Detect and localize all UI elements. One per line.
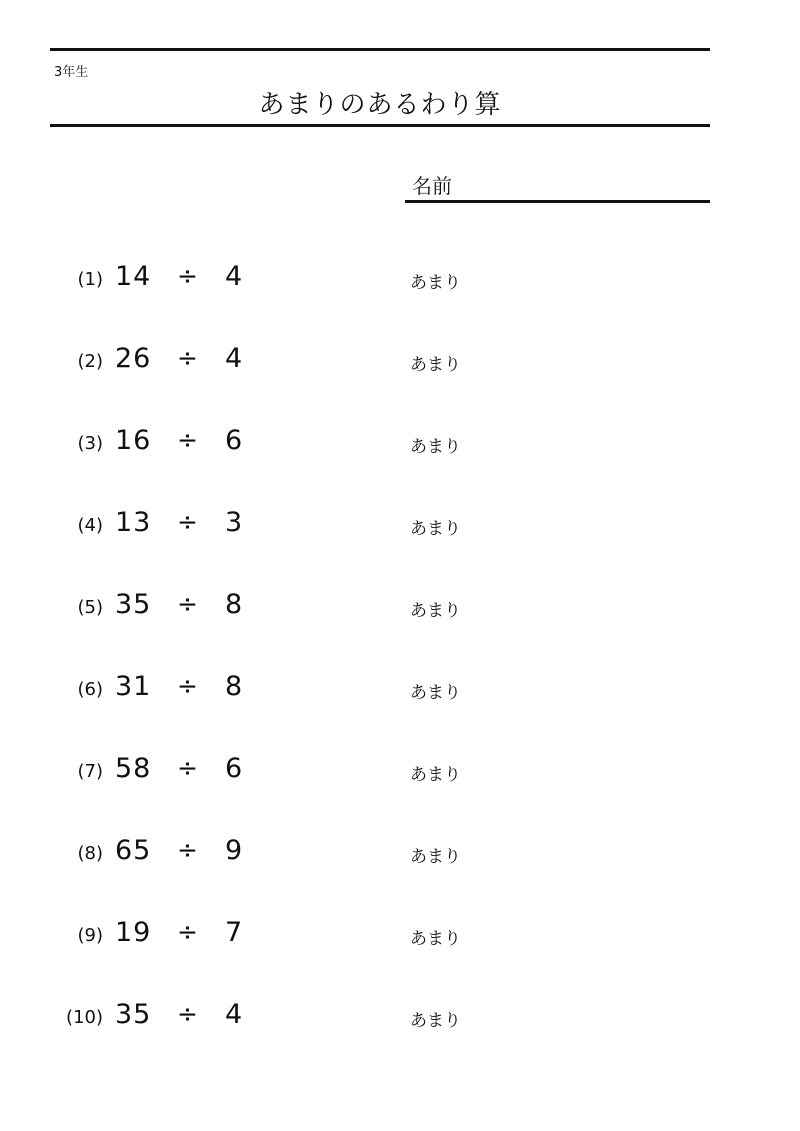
top-rule xyxy=(50,48,710,51)
divisor: 7 xyxy=(225,917,243,948)
division-sign: ÷ xyxy=(177,753,198,782)
division-sign: ÷ xyxy=(177,425,198,454)
divisor: 3 xyxy=(225,507,243,538)
remainder-label: あまり xyxy=(410,1011,461,1031)
problem-row xyxy=(0,834,800,874)
remainder-label: あまり xyxy=(410,355,461,375)
remainder-label: あまり xyxy=(410,683,461,703)
problem-number: (7) xyxy=(77,761,103,782)
worksheet-title: あまりのあるわり算 xyxy=(258,90,502,120)
problem-number: (6) xyxy=(77,679,103,700)
problem-number: (8) xyxy=(77,843,103,864)
dividend: 58 xyxy=(115,753,152,784)
divisor: 8 xyxy=(225,671,243,702)
division-sign: ÷ xyxy=(177,917,198,946)
remainder-label: あまり xyxy=(410,273,461,293)
problem-number: (1) xyxy=(77,269,103,290)
problem-row xyxy=(0,752,800,792)
name-label: 名前 xyxy=(412,174,452,198)
problem-row xyxy=(0,588,800,628)
remainder-label: あまり xyxy=(410,519,461,539)
problem-row xyxy=(0,916,800,956)
problem-number: (9) xyxy=(77,925,103,946)
division-sign: ÷ xyxy=(177,999,198,1028)
division-sign: ÷ xyxy=(177,589,198,618)
remainder-label: あまり xyxy=(410,929,461,949)
title-rule xyxy=(50,124,710,127)
remainder-label: あまり xyxy=(410,601,461,621)
dividend: 65 xyxy=(115,835,152,866)
dividend: 26 xyxy=(115,343,152,374)
problem-row xyxy=(0,998,800,1038)
division-sign: ÷ xyxy=(177,507,198,536)
division-sign: ÷ xyxy=(177,261,198,290)
problem-row xyxy=(0,260,800,300)
problem-row xyxy=(0,342,800,382)
division-sign: ÷ xyxy=(177,671,198,700)
remainder-label: あまり xyxy=(410,437,461,457)
problem-number: (4) xyxy=(77,515,103,536)
dividend: 19 xyxy=(115,917,152,948)
name-field-line[interactable] xyxy=(405,200,710,203)
remainder-label: あまり xyxy=(410,765,461,785)
problem-row xyxy=(0,506,800,546)
divisor: 8 xyxy=(225,589,243,620)
problem-row xyxy=(0,670,800,710)
dividend: 13 xyxy=(115,507,152,538)
dividend: 14 xyxy=(115,261,152,292)
problem-number: (3) xyxy=(77,433,103,454)
problem-number: (5) xyxy=(77,597,103,618)
dividend: 35 xyxy=(115,589,152,620)
problem-row xyxy=(0,424,800,464)
problem-number: (2) xyxy=(77,351,103,372)
divisor: 9 xyxy=(225,835,243,866)
dividend: 31 xyxy=(115,671,152,702)
divisor: 6 xyxy=(225,425,243,456)
divisor: 6 xyxy=(225,753,243,784)
division-sign: ÷ xyxy=(177,343,198,372)
divisor: 4 xyxy=(225,999,243,1030)
dividend: 16 xyxy=(115,425,152,456)
grade-label: 3年生 xyxy=(54,65,89,80)
remainder-label: あまり xyxy=(410,847,461,867)
problem-number: (10) xyxy=(66,1007,103,1028)
divisor: 4 xyxy=(225,343,243,374)
division-sign: ÷ xyxy=(177,835,198,864)
dividend: 35 xyxy=(115,999,152,1030)
divisor: 4 xyxy=(225,261,243,292)
